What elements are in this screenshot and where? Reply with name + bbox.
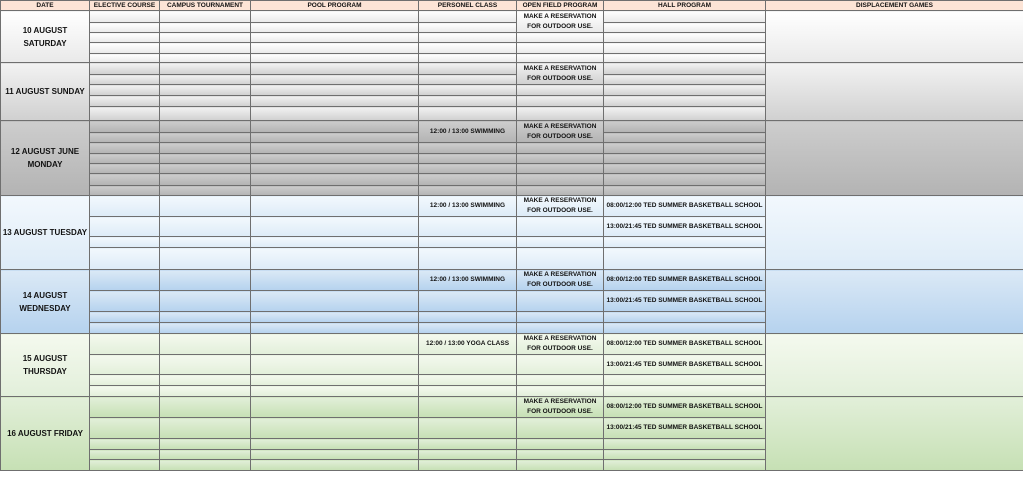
pool-program-cell[interactable] — [251, 11, 419, 23]
header-open-field-program: OPEN FIELD PROGRAM — [517, 1, 604, 11]
elective-course-cell[interactable] — [90, 450, 160, 460]
displacement-games-cell[interactable] — [766, 63, 1023, 121]
pool-program-cell[interactable] — [251, 196, 419, 217]
personel-class-note: 12:00 / 13:00 SWIMMING — [419, 196, 517, 217]
pool-program-cell[interactable] — [251, 270, 419, 291]
elective-course-cell[interactable] — [90, 133, 160, 143]
hall-program-cell[interactable] — [604, 164, 766, 174]
personel-class-cell[interactable] — [419, 107, 517, 121]
campus-tournament-cell[interactable] — [160, 174, 251, 186]
hall-program-cell[interactable] — [604, 312, 766, 323]
elective-course-cell[interactable] — [90, 63, 160, 75]
personel-class-cell[interactable] — [419, 355, 517, 375]
open-field-cell[interactable] — [517, 33, 604, 43]
day-date: 15 AUGUST THURSDAY — [1, 334, 90, 397]
campus-tournament-cell[interactable] — [160, 54, 251, 63]
open-field-cell[interactable] — [517, 291, 604, 312]
open-field-note: MAKE A RESERVATION FOR OUTDOOR USE. — [517, 121, 604, 143]
hall-program-cell[interactable] — [604, 174, 766, 186]
pool-program-cell[interactable] — [251, 174, 419, 186]
hall-program-cell[interactable] — [604, 460, 766, 471]
hall-program-cell[interactable] — [604, 75, 766, 85]
hall-program-note: 13:00/21:45 TED SUMMER BASKETBALL SCHOOL — [604, 217, 766, 237]
personel-class-cell[interactable] — [419, 23, 517, 33]
pool-program-cell[interactable] — [251, 397, 419, 418]
personel-class-cell[interactable] — [419, 450, 517, 460]
personel-class-note: 12:00 / 13:00 SWIMMING — [419, 121, 517, 143]
elective-course-cell[interactable] — [90, 107, 160, 121]
pool-program-cell[interactable] — [251, 439, 419, 450]
open-field-cell[interactable] — [517, 96, 604, 107]
personel-class-cell[interactable] — [419, 186, 517, 196]
campus-tournament-cell[interactable] — [160, 375, 251, 386]
campus-tournament-cell[interactable] — [160, 397, 251, 418]
personel-class-cell[interactable] — [419, 460, 517, 471]
campus-tournament-cell[interactable] — [160, 11, 251, 23]
pool-program-cell[interactable] — [251, 291, 419, 312]
open-field-note: MAKE A RESERVATION FOR OUTDOOR USE. — [517, 334, 604, 355]
personel-class-cell[interactable] — [419, 174, 517, 186]
personel-class-cell[interactable] — [419, 63, 517, 75]
campus-tournament-cell[interactable] — [160, 107, 251, 121]
pool-program-cell[interactable] — [251, 237, 419, 248]
personel-class-cell[interactable] — [419, 418, 517, 439]
open-field-cell[interactable] — [517, 355, 604, 375]
pool-program-cell[interactable] — [251, 355, 419, 375]
displacement-games-cell[interactable] — [766, 11, 1023, 63]
pool-program-cell[interactable] — [251, 133, 419, 143]
pool-program-cell[interactable] — [251, 33, 419, 43]
open-field-cell[interactable] — [517, 439, 604, 450]
open-field-cell[interactable] — [517, 85, 604, 96]
pool-program-cell[interactable] — [251, 154, 419, 164]
pool-program-cell[interactable] — [251, 248, 419, 270]
open-field-cell[interactable] — [517, 323, 604, 334]
elective-course-cell[interactable] — [90, 75, 160, 85]
hall-program-cell[interactable] — [604, 386, 766, 397]
elective-course-cell[interactable] — [90, 248, 160, 270]
elective-course-cell[interactable] — [90, 439, 160, 450]
header-personel-class: PERSONEL CLASS — [419, 1, 517, 11]
open-field-cell[interactable] — [517, 174, 604, 186]
hall-program-cell[interactable] — [604, 450, 766, 460]
personel-class-cell[interactable] — [419, 217, 517, 237]
personel-class-cell[interactable] — [419, 164, 517, 174]
personel-class-cell[interactable] — [419, 237, 517, 248]
open-field-cell[interactable] — [517, 460, 604, 471]
hall-program-cell[interactable] — [604, 186, 766, 196]
elective-course-cell[interactable] — [90, 355, 160, 375]
hall-program-note: 13:00/21:45 TED SUMMER BASKETBALL SCHOOL — [604, 418, 766, 439]
pool-program-cell[interactable] — [251, 107, 419, 121]
elective-course-cell[interactable] — [90, 323, 160, 334]
personel-class-cell[interactable] — [419, 33, 517, 43]
elective-course-cell[interactable] — [90, 217, 160, 237]
pool-program-cell[interactable] — [251, 85, 419, 96]
personel-class-cell[interactable] — [419, 312, 517, 323]
open-field-note: MAKE A RESERVATION FOR OUTDOOR USE. — [517, 63, 604, 85]
personel-class-cell[interactable] — [419, 11, 517, 23]
elective-course-cell[interactable] — [90, 270, 160, 291]
day-date: 12 AUGUST JUNE MONDAY — [1, 121, 90, 196]
campus-tournament-cell[interactable] — [160, 418, 251, 439]
open-field-cell[interactable] — [517, 43, 604, 54]
hall-program-cell[interactable] — [604, 43, 766, 54]
hall-program-cell[interactable] — [604, 154, 766, 164]
displacement-games-cell[interactable] — [766, 397, 1023, 471]
pool-program-cell[interactable] — [251, 323, 419, 334]
hall-program-cell[interactable] — [604, 121, 766, 133]
hall-program-cell[interactable] — [604, 439, 766, 450]
campus-tournament-cell[interactable] — [160, 63, 251, 75]
campus-tournament-cell[interactable] — [160, 143, 251, 154]
open-field-cell[interactable] — [517, 386, 604, 397]
hall-program-cell[interactable] — [604, 143, 766, 154]
open-field-note: MAKE A RESERVATION FOR OUTDOOR USE. — [517, 11, 604, 33]
header-row — [1, 1, 1023, 11]
day-date: 13 AUGUST TUESDAY — [1, 196, 90, 270]
header-hall-program: HALL PROGRAM — [604, 1, 766, 11]
elective-course-cell[interactable] — [90, 154, 160, 164]
campus-tournament-cell[interactable] — [160, 85, 251, 96]
hall-program-cell[interactable] — [604, 85, 766, 96]
hall-program-note: 13:00/21:45 TED SUMMER BASKETBALL SCHOOL — [604, 355, 766, 375]
pool-program-cell[interactable] — [251, 450, 419, 460]
open-field-cell[interactable] — [517, 186, 604, 196]
pool-program-cell[interactable] — [251, 75, 419, 85]
hall-program-note: 08:00/12:00 TED SUMMER BASKETBALL SCHOOL — [604, 334, 766, 355]
header-elective-course: ELECTIVE COURSE — [90, 1, 160, 11]
campus-tournament-cell[interactable] — [160, 217, 251, 237]
personel-class-cell[interactable] — [419, 54, 517, 63]
hall-program-note: 08:00/12:00 TED SUMMER BASKETBALL SCHOOL — [604, 270, 766, 291]
displacement-games-cell[interactable] — [766, 270, 1023, 334]
open-field-note: MAKE A RESERVATION FOR OUTDOOR USE. — [517, 397, 604, 418]
campus-tournament-cell[interactable] — [160, 386, 251, 397]
elective-course-cell[interactable] — [90, 143, 160, 154]
open-field-cell[interactable] — [517, 312, 604, 323]
day-date: 16 AUGUST FRIDAY — [1, 397, 90, 471]
campus-tournament-cell[interactable] — [160, 323, 251, 334]
open-field-cell[interactable] — [517, 450, 604, 460]
personel-class-cell[interactable] — [419, 96, 517, 107]
open-field-cell[interactable] — [517, 375, 604, 386]
pool-program-cell[interactable] — [251, 418, 419, 439]
elective-course-cell[interactable] — [90, 85, 160, 96]
pool-program-cell[interactable] — [251, 375, 419, 386]
displacement-games-cell[interactable] — [766, 334, 1023, 397]
open-field-cell[interactable] — [517, 143, 604, 154]
pool-program-cell[interactable] — [251, 217, 419, 237]
elective-course-cell[interactable] — [90, 237, 160, 248]
personel-class-cell[interactable] — [419, 43, 517, 54]
hall-program-cell[interactable] — [604, 33, 766, 43]
header-campus-tournament: CAMPUS TOURNAMENT — [160, 1, 251, 11]
open-field-note: MAKE A RESERVATION FOR OUTDOOR USE. — [517, 196, 604, 217]
elective-course-cell[interactable] — [90, 196, 160, 217]
header-date: DATE — [1, 1, 90, 11]
open-field-cell[interactable] — [517, 418, 604, 439]
hall-program-cell[interactable] — [604, 375, 766, 386]
campus-tournament-cell[interactable] — [160, 334, 251, 355]
elective-course-cell[interactable] — [90, 418, 160, 439]
pool-program-cell[interactable] — [251, 43, 419, 54]
displacement-games-cell[interactable] — [766, 196, 1023, 270]
campus-tournament-cell[interactable] — [160, 96, 251, 107]
pool-program-cell[interactable] — [251, 121, 419, 133]
pool-program-cell[interactable] — [251, 23, 419, 33]
elective-course-cell[interactable] — [90, 186, 160, 196]
open-field-cell[interactable] — [517, 107, 604, 121]
campus-tournament-cell[interactable] — [160, 355, 251, 375]
day-date: 11 AUGUST SUNDAY — [1, 63, 90, 121]
hall-program-note: 08:00/12:00 TED SUMMER BASKETBALL SCHOOL — [604, 397, 766, 418]
elective-course-cell[interactable] — [90, 54, 160, 63]
personel-class-note: 12:00 / 13:00 SWIMMING — [419, 270, 517, 291]
personel-class-cell[interactable] — [419, 248, 517, 270]
hall-program-cell[interactable] — [604, 133, 766, 143]
header-displacement-games: DISPLACEMENT GAMES — [766, 1, 1023, 11]
hall-program-note: 08:00/12:00 TED SUMMER BASKETBALL SCHOOL — [604, 196, 766, 217]
campus-tournament-cell[interactable] — [160, 43, 251, 54]
pool-program-cell[interactable] — [251, 460, 419, 471]
personel-class-cell[interactable] — [419, 375, 517, 386]
personel-class-cell[interactable] — [419, 397, 517, 418]
campus-tournament-cell[interactable] — [160, 196, 251, 217]
elective-course-cell[interactable] — [90, 291, 160, 312]
hall-program-cell[interactable] — [604, 237, 766, 248]
hall-program-cell[interactable] — [604, 23, 766, 33]
campus-tournament-cell[interactable] — [160, 439, 251, 450]
open-field-cell[interactable] — [517, 248, 604, 270]
campus-tournament-cell[interactable] — [160, 164, 251, 174]
pool-program-cell[interactable] — [251, 143, 419, 154]
pool-program-cell[interactable] — [251, 63, 419, 75]
hall-program-cell[interactable] — [604, 11, 766, 23]
hall-program-cell[interactable] — [604, 63, 766, 75]
open-field-note: MAKE A RESERVATION FOR OUTDOOR USE. — [517, 270, 604, 291]
elective-course-cell[interactable] — [90, 386, 160, 397]
elective-course-cell[interactable] — [90, 23, 160, 33]
personel-class-note: 12:00 / 13:00 YOGA CLASS — [419, 334, 517, 355]
header-pool-program: POOL PROGRAM — [251, 1, 419, 11]
day-date: 10 AUGUST SATURDAY — [1, 11, 90, 63]
elective-course-cell[interactable] — [90, 96, 160, 107]
open-field-cell[interactable] — [517, 164, 604, 174]
hall-program-cell[interactable] — [604, 54, 766, 63]
campus-tournament-cell[interactable] — [160, 75, 251, 85]
campus-tournament-cell[interactable] — [160, 154, 251, 164]
campus-tournament-cell[interactable] — [160, 33, 251, 43]
campus-tournament-cell[interactable] — [160, 23, 251, 33]
pool-program-cell[interactable] — [251, 386, 419, 397]
pool-program-cell[interactable] — [251, 96, 419, 107]
campus-tournament-cell[interactable] — [160, 133, 251, 143]
hall-program-cell[interactable] — [604, 107, 766, 121]
elective-course-cell[interactable] — [90, 312, 160, 323]
campus-tournament-cell[interactable] — [160, 248, 251, 270]
elective-course-cell[interactable] — [90, 43, 160, 54]
elective-course-cell[interactable] — [90, 121, 160, 133]
campus-tournament-cell[interactable] — [160, 460, 251, 471]
open-field-cell[interactable] — [517, 217, 604, 237]
campus-tournament-cell[interactable] — [160, 450, 251, 460]
elective-course-cell[interactable] — [90, 334, 160, 355]
elective-course-cell[interactable] — [90, 174, 160, 186]
personel-class-cell[interactable] — [419, 291, 517, 312]
personel-class-cell[interactable] — [419, 323, 517, 334]
campus-tournament-cell[interactable] — [160, 121, 251, 133]
elective-course-cell[interactable] — [90, 33, 160, 43]
hall-program-cell[interactable] — [604, 323, 766, 334]
open-field-cell[interactable] — [517, 237, 604, 248]
pool-program-cell[interactable] — [251, 334, 419, 355]
elective-course-cell[interactable] — [90, 397, 160, 418]
pool-program-cell[interactable] — [251, 186, 419, 196]
hall-program-note: 13:00/21:45 TED SUMMER BASKETBALL SCHOOL — [604, 291, 766, 312]
day-date: 14 AUGUST WEDNESDAY — [1, 270, 90, 334]
pool-program-cell[interactable] — [251, 164, 419, 174]
personel-class-cell[interactable] — [419, 439, 517, 450]
open-field-cell[interactable] — [517, 54, 604, 63]
hall-program-cell[interactable] — [604, 248, 766, 270]
personel-class-cell[interactable] — [419, 75, 517, 85]
campus-tournament-cell[interactable] — [160, 237, 251, 248]
pool-program-cell[interactable] — [251, 54, 419, 63]
personel-class-cell[interactable] — [419, 143, 517, 154]
displacement-games-cell[interactable] — [766, 121, 1023, 196]
campus-tournament-cell[interactable] — [160, 312, 251, 323]
elective-course-cell[interactable] — [90, 460, 160, 471]
open-field-cell[interactable] — [517, 154, 604, 164]
campus-tournament-cell[interactable] — [160, 291, 251, 312]
personel-class-cell[interactable] — [419, 154, 517, 164]
elective-course-cell[interactable] — [90, 11, 160, 23]
campus-tournament-cell[interactable] — [160, 270, 251, 291]
personel-class-cell[interactable] — [419, 386, 517, 397]
elective-course-cell[interactable] — [90, 164, 160, 174]
elective-course-cell[interactable] — [90, 375, 160, 386]
campus-tournament-cell[interactable] — [160, 186, 251, 196]
pool-program-cell[interactable] — [251, 312, 419, 323]
hall-program-cell[interactable] — [604, 96, 766, 107]
personel-class-cell[interactable] — [419, 85, 517, 96]
schedule-body — [1, 11, 1023, 471]
